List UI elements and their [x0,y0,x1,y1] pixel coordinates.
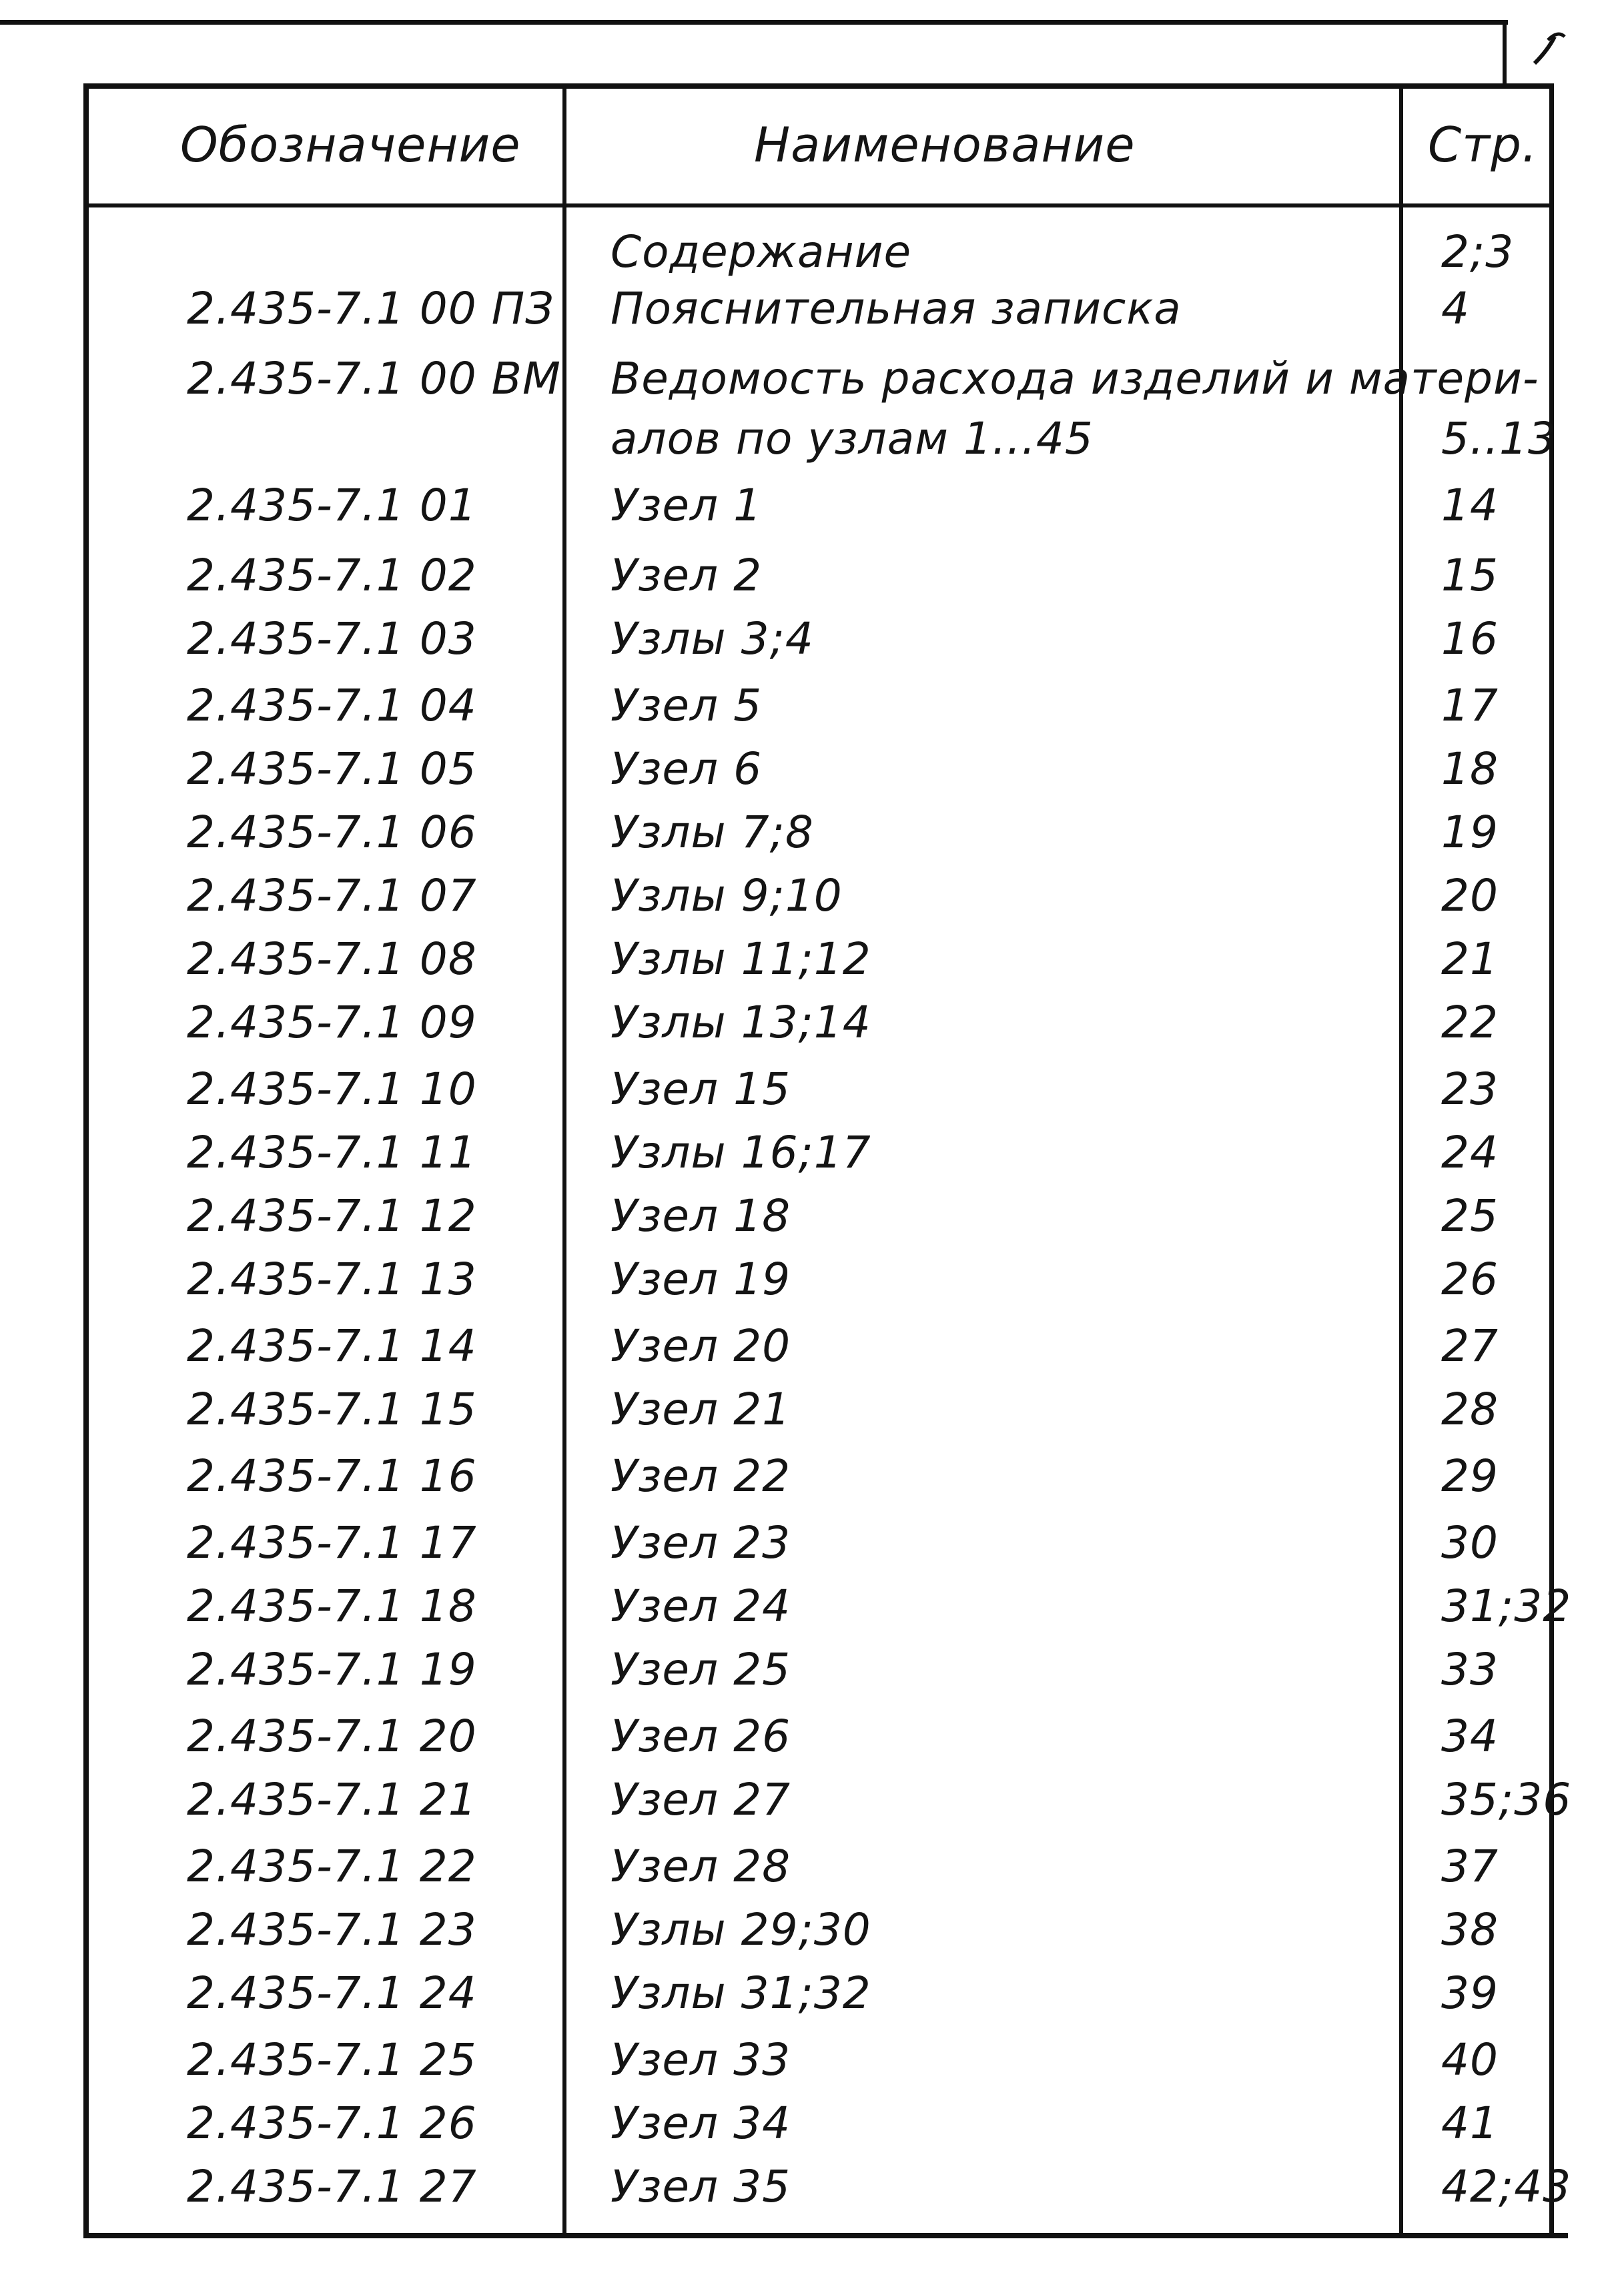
row-name: Узлы 7;8 [611,807,814,858]
row-page: 16 [1441,613,1499,664]
row-designation: 2.435-7.1 21 [187,1774,477,1825]
header-page: Стр. [1428,117,1538,173]
row-name: Узел 22 [611,1450,791,1502]
row-designation: 2.435-7.1 00 ПЗ [187,283,554,334]
row-name: Узел 19 [611,1254,791,1305]
row-designation: 2.435-7.1 27 [187,2161,477,2212]
row-name: Узел 33 [611,2034,791,2086]
row-name: Узел 1 [611,480,763,531]
row-name: Узел 18 [611,1190,791,1242]
row-designation: 2.435-7.1 08 [187,933,477,985]
row-name: Узел 6 [611,743,763,795]
row-name: Узел 5 [611,680,763,731]
row-designation: 2.435-7.1 04 [187,680,477,731]
table-right-border [1549,83,1554,2238]
row-name: Узлы 11;12 [611,933,871,985]
row-designation: 2.435-7.1 20 [187,1711,477,1762]
row-name: Узел 2 [611,550,763,601]
row-designation: 2.435-7.1 23 [187,1904,477,1955]
row-name: Узел 28 [611,1841,791,1892]
row-name: Узел 21 [611,1384,791,1435]
row-page: 40 [1441,2034,1499,2086]
row-page: 19 [1441,807,1499,858]
row-page: 35;36 [1441,1774,1572,1825]
row-page: 4 [1441,283,1470,334]
row-page: 23 [1441,1063,1499,1115]
header-separator [83,203,1551,207]
row-name: Узел 15 [611,1063,791,1115]
table-top-border [83,83,1551,89]
row-designation: 2.435-7.1 17 [187,1517,477,1568]
row-page: 15 [1441,550,1499,601]
row-designation: 2.435-7.1 03 [187,613,477,664]
row-name: Узлы 13;14 [611,997,871,1048]
row-page: 39 [1441,1967,1499,2019]
row-page: 33 [1441,1644,1499,1695]
row-name: Узел 20 [611,1320,791,1372]
row-name: Узел 24 [611,1580,791,1632]
row-name: Узел 35 [611,2161,791,2212]
row-designation: 2.435-7.1 24 [187,1967,477,2019]
row-name: Узел 34 [611,2098,791,2149]
row-designation: 2.435-7.1 13 [187,1254,477,1305]
row-name: Узел 25 [611,1644,791,1695]
row-designation: 2.435-7.1 15 [187,1384,477,1435]
page-number-corner [1528,27,1568,73]
row-designation: 2.435-7.1 05 [187,743,477,795]
row-designation: 2.435-7.1 02 [187,550,477,601]
row-name: Содержание [611,226,912,278]
row-page: 28 [1441,1384,1499,1435]
row-page: 25 [1441,1190,1499,1242]
row-designation: 2.435-7.1 26 [187,2098,477,2149]
row-name: Узел 23 [611,1517,791,1568]
row-name: Узлы 29;30 [611,1904,871,1955]
row-name: Узлы 31;32 [611,1967,871,2019]
row-name: Ведомость расхода изделий и матери- [611,353,1539,404]
row-page: 2;3 [1441,226,1515,278]
row-page: 42;43 [1441,2161,1572,2212]
row-page: 22 [1441,997,1499,1048]
row-designation: 2.435-7.1 01 [187,480,477,531]
column-divider-1 [562,83,566,2238]
row-page: 41 [1441,2098,1499,2149]
right-margin-rule [1503,20,1507,87]
row-page: 26 [1441,1254,1499,1305]
row-designation: 2.435-7.1 07 [187,870,477,921]
page-corner-number [0,0,1,1]
row-designation: 2.435-7.1 09 [187,997,477,1048]
table-left-border [83,83,89,2238]
top-rule [0,20,1508,25]
row-name: алов по узлам 1...45 [611,413,1094,464]
column-divider-2 [1399,83,1403,2238]
row-page: 18 [1441,743,1499,795]
row-designation: 2.435-7.1 25 [187,2034,477,2086]
row-name: Узлы 16;17 [611,1127,871,1178]
row-page: 14 [1441,480,1499,531]
row-page: 24 [1441,1127,1499,1178]
row-name: Пояснительная записка [611,283,1182,334]
row-designation: 2.435-7.1 11 [187,1127,477,1178]
row-name: Узел 27 [611,1774,791,1825]
row-designation: 2.435-7.1 00 ВМ [187,353,561,404]
row-page: 38 [1441,1904,1499,1955]
row-page: 20 [1441,870,1499,921]
row-page: 29 [1441,1450,1499,1502]
table-bottom-border [83,2233,1568,2238]
row-name: Узлы 3;4 [611,613,814,664]
row-page: 37 [1441,1841,1499,1892]
row-designation: 2.435-7.1 06 [187,807,477,858]
row-page: 30 [1441,1517,1499,1568]
row-designation: 2.435-7.1 18 [187,1580,477,1632]
row-designation: 2.435-7.1 16 [187,1450,477,1502]
row-page: 27 [1441,1320,1499,1372]
header-designation: Обозначение [180,117,521,173]
row-page: 21 [1441,933,1499,985]
row-name: Узел 26 [611,1711,791,1762]
row-page: 17 [1441,680,1499,731]
row-page: 34 [1441,1711,1499,1762]
row-designation: 2.435-7.1 19 [187,1644,477,1695]
row-designation: 2.435-7.1 22 [187,1841,477,1892]
row-name: Узлы 9;10 [611,870,843,921]
row-page: 31;32 [1441,1580,1572,1632]
row-page: 5..13 [1441,413,1557,464]
row-designation: 2.435-7.1 14 [187,1320,477,1372]
row-designation: 2.435-7.1 10 [187,1063,477,1115]
header-name: Наименование [754,117,1136,173]
row-designation: 2.435-7.1 12 [187,1190,477,1242]
